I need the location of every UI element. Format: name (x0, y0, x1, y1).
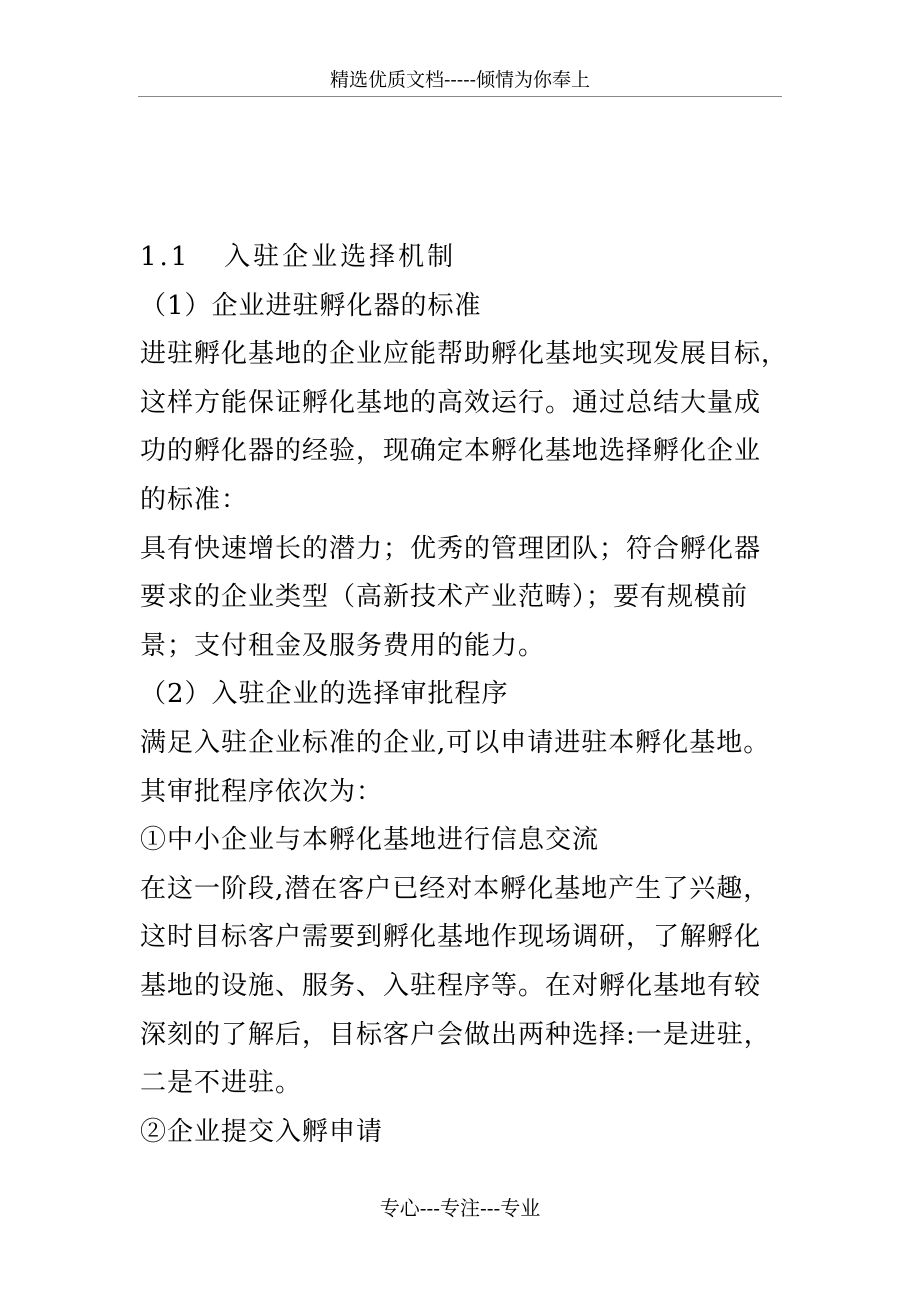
page-footer: 专心---专注---专业 (379, 1196, 541, 1220)
paragraph-1-line-2: 这样方能保证孵化基地的高效运行。通过总结大量成 (140, 387, 762, 418)
paragraph-1-line-3: 功的孵化器的经验，现确定本孵化基地选择孵化企业 (140, 436, 762, 467)
step-2-heading: ②企业提交入孵申请 (140, 1116, 384, 1147)
paragraph-4-line-5: 二是不进驻。 (140, 1068, 303, 1099)
paragraph-1-line-4: 的标准： (140, 484, 249, 515)
paragraph-3-line-1: 满足入驻企业标准的企业,可以申请进驻本孵化基地。 (140, 727, 771, 758)
section-heading: 1.1 入驻企业选择机制 (140, 242, 457, 272)
paragraph-3-line-2: 其审批程序依次为： (140, 776, 384, 807)
subheading-2: （2）入驻企业的选择审批程序 (140, 679, 509, 710)
paragraph-4-line-3: 基地的设施、服务、入驻程序等。在对孵化基地有较 (140, 970, 762, 1001)
page-header: 精选优质文档-----倾情为你奉上 (329, 69, 591, 91)
header-divider (138, 96, 782, 97)
step-1-heading: ①中小企业与本孵化基地进行信息交流 (140, 825, 600, 856)
paragraph-2-line-1: 具有快速增长的潜力；优秀的管理团队；符合孵化器 (140, 533, 762, 564)
paragraph-4-line-2: 这时目标客户需要到孵化基地作现场调研，了解孵化 (140, 922, 762, 953)
paragraph-4-line-1: 在这一阶段,潜在客户已经对本孵化基地产生了兴趣， (140, 873, 771, 904)
document-body (140, 233, 790, 1156)
paragraph-1-line-1: 进驻孵化基地的企业应能帮助孵化基地实现发展目标， (140, 339, 789, 370)
subheading-1: （1）企业进驻孵化器的标准 (140, 290, 482, 321)
paragraph-4-line-4: 深刻的了解后，目标客户会做出两种选择:一是进驻， (140, 1019, 771, 1050)
paragraph-2-line-2: 要求的企业类型（高新技术产业范畴）；要有规模前 (140, 582, 749, 613)
paragraph-2-line-3: 景；支付租金及服务费用的能力。 (140, 630, 546, 661)
